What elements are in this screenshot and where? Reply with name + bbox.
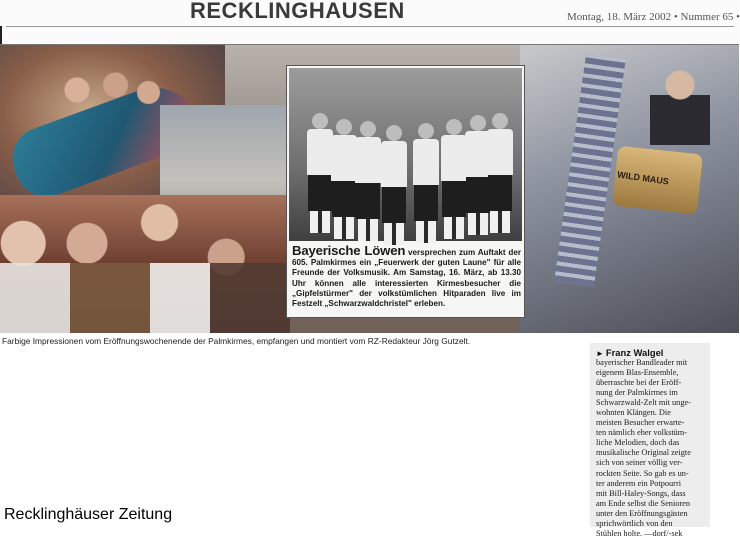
inset-headline: Bayerische Löwen (292, 243, 406, 258)
article-line: musikalische Original zeigte (596, 448, 691, 458)
photo-credit: Farbige Impressionen vom Eröffnungswochenende der Palmkirmes, empfangen und montiert vom RZ-Redakteur Jörg Gutzelt. (2, 336, 471, 346)
article-line: liche Melodien, doch das (596, 438, 680, 448)
band-photo (289, 68, 522, 241)
masthead-corner-mark (0, 26, 2, 44)
thrill-ride-photo (520, 45, 739, 333)
article-line: ter anderem ein Potpourri (596, 478, 682, 488)
masthead-rule (6, 26, 734, 27)
article-line: Schwarzwald-Zelt mit unge- (596, 398, 691, 408)
band-member (441, 119, 467, 239)
article-line: bayerischer Bandleader mit (596, 358, 688, 367)
source-label: Recklinghäuser Zeitung (4, 506, 173, 523)
crowd-clothing (0, 263, 290, 333)
band-member (331, 119, 357, 239)
article-line: nung der Palmkirmes im (596, 388, 678, 398)
festival-crowd-photo (0, 195, 290, 333)
issue-date: Montag, 18. März 2002 • Nummer 65 • (567, 11, 740, 23)
band-member (487, 113, 513, 233)
ride-rider (650, 65, 710, 145)
masthead (0, 0, 739, 45)
article-line: unter den Eröffnungsgästen (596, 508, 688, 518)
article-line: ten nämlich eher volkstüm- (596, 428, 688, 438)
article-line: wohnten Klängen. Die (596, 408, 671, 418)
inset-caption-text: versprechen zum Auftakt der 605. Palmkirmes ein „Feuerwerk der guten Laune" für alle Freunde der Volksmusik. Am Samstag, 16. März, ab 13.30 Uhr können alle interessierten Kirmesbesucher die „Gipfelstürmer" der volkstümlichen Hitparaden live im Festzelt „Schwarzwaldchristel" erleben. (292, 248, 521, 309)
article-body (596, 358, 706, 539)
arrow-right-icon: ► (596, 349, 604, 358)
band-member (307, 113, 333, 233)
article-name: Franz Walgel (605, 347, 664, 358)
band-inset (286, 65, 525, 318)
article-line: sich von seiner völlig ver- (596, 458, 683, 468)
article-line: mit Bill-Haley-Songs, dass (596, 488, 686, 498)
article-line: meisten Besucher erwarte- (596, 418, 685, 428)
band-member (355, 121, 381, 241)
article-line: Stühlen holte. —dorf/-sek (596, 528, 683, 538)
article-line: sprichwörtlich von den (596, 518, 673, 528)
article-line: überraschte bei der Eröff- (596, 378, 682, 388)
inset-caption (292, 243, 521, 309)
carousel-riders (55, 65, 165, 115)
article-line: eigenem Blas-Ensemble, (596, 368, 679, 378)
article-line: am Ende selbst die Senioren (596, 498, 691, 508)
section-title: RECKLINGHAUSEN (190, 0, 405, 23)
article-line: rockten Seite. So gab es un- (596, 468, 689, 478)
band-member (413, 123, 439, 243)
band-member (381, 125, 407, 245)
gondola-sign: WILD MAUS (616, 169, 670, 187)
article-heading (596, 347, 706, 358)
side-article (590, 343, 710, 538)
